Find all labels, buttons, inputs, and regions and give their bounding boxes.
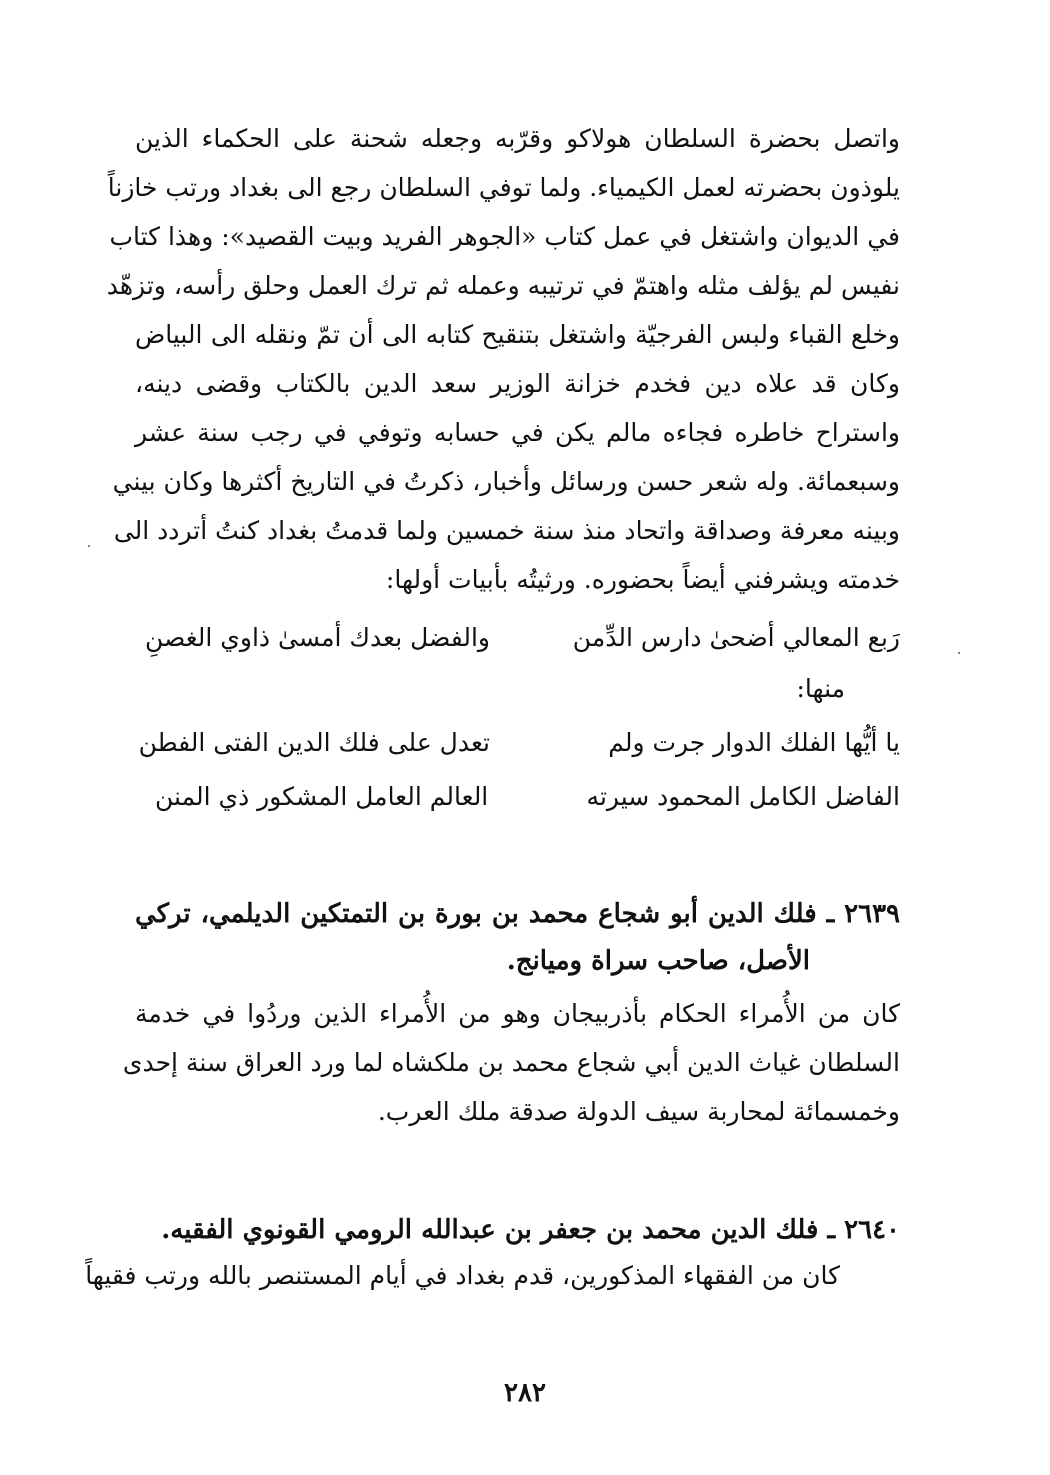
verse-hemistich-right: الفاضل الكامل المحمود سيرته <box>586 782 900 811</box>
entry-heading-continued: الأصل، صاحب سراة وميانج. <box>506 946 810 976</box>
text-line: السلطان غياث الدين أبي شجاع محمد بن ملكشاه لما ورد العراق سنة إحدى <box>122 1048 900 1077</box>
verse-hemistich-right: رَبع المعالي أضحىٰ دارس الدِّمن <box>572 623 900 652</box>
verse-hemistich-left: والفضل بعدك أمسىٰ ذاوي الغصنِ <box>145 623 490 652</box>
text-line: واتصل بحضرة السلطان هولاكو وقرّبه وجعله شحنة على الحكماء الذين <box>135 124 900 153</box>
text-line: في الديوان واشتغل في عمل كتاب «الجوهر الفريد وبيت القصيد»: وهذا كتاب <box>109 222 900 251</box>
verse-intro-label: منها: <box>796 674 845 703</box>
text-line: يلوذون بحضرته لعمل الكيمياء. ولما توفي السلطان رجع الى بغداد ورتب خازناً <box>107 173 900 202</box>
text-line: وخمسمائة لمحاربة سيف الدولة صدقة ملك العرب. <box>377 1097 900 1126</box>
text-line: وسبعمائة. وله شعر حسن ورسائل وأخبار، ذكرتُ في التاريخ أكثرها وكان بيني <box>112 467 900 496</box>
entry-heading: ٢٦٣٩ ـ فلك الدين أبو شجاع محمد بن بورة بن التمتكين الديلمي، تركي <box>135 899 900 929</box>
scan-speck <box>958 652 960 654</box>
text-line: كان من الأُمراء الحكام بأذربيجان وهو من الأُمراء الذين وردُوا في خدمة <box>135 999 900 1028</box>
text-line: وبينه معرفة وصداقة واتحاد منذ سنة خمسين ولما قدمتُ بغداد كنتُ أتردد الى <box>113 516 900 545</box>
verse-hemistich-left: تعدل على فلك الدين الفتى الفطن <box>138 728 490 757</box>
verse-hemistich-left: العالم العامل المشكور ذي المنن <box>155 782 489 811</box>
text-line: كان من الفقهاء المذكورين، قدم بغداد في أيام المستنصر بالله ورتب فقيهاً <box>85 1261 840 1290</box>
text-line: وخلع القباء ولبس الفرجيّة واشتغل بتنقيح كتابه الى أن تمّ ونقله الى البياض <box>135 320 900 349</box>
text-line: واستراح خاطره فجاءه مالم يكن في حسابه وتوفي في رجب سنة عشر <box>135 418 900 447</box>
text-line: خدمته ويشرفني أيضاً بحضوره. ورثيتُه بأبيات أولها: <box>385 565 900 594</box>
scan-speck <box>88 545 90 547</box>
page-number: ٢٨٢ <box>504 1378 546 1408</box>
text-line: وكان قد علاه دين فخدم خزانة الوزير سعد الدين بالكتاب وقضى دينه، <box>135 369 900 398</box>
entry-heading: ٢٦٤٠ ـ فلك الدين محمد بن جعفر بن عبدالله الرومي القونوي الفقيه. <box>161 1215 900 1245</box>
text-line: نفيس لم يؤلف مثله واهتمّ في ترتيبه وعمله ثم ترك العمل وحلق رأسه، وتزهّد <box>106 271 900 300</box>
verse-hemistich-right: يا أيُّها الفلك الدوار جرت ولم <box>608 728 900 757</box>
